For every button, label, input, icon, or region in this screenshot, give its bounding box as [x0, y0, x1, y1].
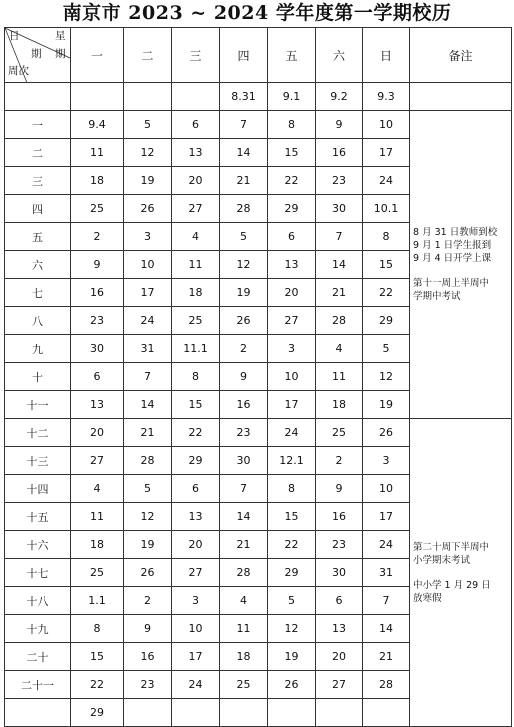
- date-cell: 9.1: [268, 83, 316, 111]
- day-header-sat: 六: [316, 28, 363, 83]
- date-cell: 21: [363, 643, 410, 671]
- date-cell: 30: [220, 447, 268, 475]
- date-cell: 9.2: [316, 83, 363, 111]
- date-cell: 13: [172, 139, 220, 167]
- date-cell: 8: [71, 615, 124, 643]
- date-cell: 27: [172, 195, 220, 223]
- date-cell: 19: [220, 279, 268, 307]
- date-cell: 2: [124, 587, 172, 615]
- date-cell: 26: [124, 195, 172, 223]
- date-cell: 24: [124, 307, 172, 335]
- week-row: [5, 111, 512, 139]
- date-cell: 11.1: [172, 335, 220, 363]
- date-cell: 10: [268, 363, 316, 391]
- date-cell: 24: [268, 419, 316, 447]
- date-cell: 15: [363, 251, 410, 279]
- date-cell: 15: [268, 503, 316, 531]
- week-number-cell: [5, 83, 71, 111]
- notes-cell-1: [410, 111, 512, 419]
- date-cell: 18: [71, 531, 124, 559]
- corner-header-cell: [5, 28, 71, 83]
- date-cell: 28: [124, 447, 172, 475]
- date-cell: 6: [172, 475, 220, 503]
- date-cell: 20: [172, 167, 220, 195]
- date-cell: 17: [172, 643, 220, 671]
- date-cell: 26: [124, 559, 172, 587]
- note-line: 第十一周上半周中: [413, 278, 490, 289]
- date-cell: 19: [124, 167, 172, 195]
- school-calendar-table: [4, 27, 512, 727]
- day-header-tue: 二: [124, 28, 172, 83]
- date-cell: 5: [363, 335, 410, 363]
- date-cell: 4: [71, 475, 124, 503]
- date-cell: 10: [172, 615, 220, 643]
- date-cell: 17: [363, 139, 410, 167]
- date-cell: 25: [172, 307, 220, 335]
- date-cell: 22: [172, 419, 220, 447]
- date-cell: 5: [124, 111, 172, 139]
- date-cell: 27: [172, 559, 220, 587]
- week-number-cell: 十: [5, 363, 71, 391]
- date-cell: 11: [172, 251, 220, 279]
- date-cell: 14: [220, 139, 268, 167]
- note-line: 第二十周下半周中: [413, 541, 490, 553]
- week-number-cell: 二十一: [5, 671, 71, 699]
- date-cell: 8: [172, 363, 220, 391]
- date-cell: 28: [316, 307, 363, 335]
- date-cell: 9: [220, 363, 268, 391]
- week-row: [5, 83, 512, 111]
- date-cell: 2: [71, 223, 124, 251]
- notes-cell-2: [410, 419, 512, 727]
- notes-header: 备注: [410, 28, 512, 83]
- date-cell: 24: [363, 167, 410, 195]
- date-cell: 9: [124, 615, 172, 643]
- date-cell: 15: [71, 643, 124, 671]
- date-cell: 11: [71, 503, 124, 531]
- date-cell: 5: [268, 587, 316, 615]
- notes-empty-cell: [410, 83, 512, 111]
- week-number-cell: 一: [5, 111, 71, 139]
- week-number-cell: 十八: [5, 587, 71, 615]
- date-cell: 10.1: [363, 195, 410, 223]
- date-cell: 7: [220, 111, 268, 139]
- week-number-cell: 四: [5, 195, 71, 223]
- date-cell: 17: [268, 391, 316, 419]
- week-number-cell: 十二: [5, 419, 71, 447]
- date-cell: 28: [220, 195, 268, 223]
- date-cell: 7: [220, 475, 268, 503]
- corner-label-ri: 日: [9, 30, 20, 42]
- date-cell: 22: [363, 279, 410, 307]
- date-cell: 26: [268, 671, 316, 699]
- date-cell: 26: [363, 419, 410, 447]
- note-line: 小学期末考试: [413, 554, 471, 566]
- date-cell: 11: [220, 615, 268, 643]
- week-number-cell: 七: [5, 279, 71, 307]
- date-cell: 4: [220, 587, 268, 615]
- week-number-cell: 十七: [5, 559, 71, 587]
- date-cell: 3: [268, 335, 316, 363]
- date-cell: 27: [71, 447, 124, 475]
- date-cell: [363, 699, 410, 727]
- date-cell: 8: [268, 111, 316, 139]
- date-cell: 28: [363, 671, 410, 699]
- date-cell: 11: [71, 139, 124, 167]
- date-cell: 3: [124, 223, 172, 251]
- date-cell: 16: [220, 391, 268, 419]
- corner-label-qi-1: 期: [31, 48, 42, 60]
- date-cell: 20: [316, 643, 363, 671]
- week-number-cell: 六: [5, 251, 71, 279]
- day-header-mon: 一: [71, 28, 124, 83]
- header-row: [5, 28, 512, 83]
- date-cell: 6: [268, 223, 316, 251]
- date-cell: 8.31: [220, 83, 268, 111]
- date-cell: 23: [316, 531, 363, 559]
- date-cell: 14: [316, 251, 363, 279]
- date-cell: 7: [363, 587, 410, 615]
- week-number-cell: 十三: [5, 447, 71, 475]
- date-cell: 18: [316, 391, 363, 419]
- week-number-cell: [5, 699, 71, 727]
- date-cell: 6: [172, 111, 220, 139]
- date-cell: 16: [124, 643, 172, 671]
- date-cell: 14: [220, 503, 268, 531]
- date-cell: 12: [124, 503, 172, 531]
- date-cell: 9: [316, 111, 363, 139]
- date-cell: 5: [220, 223, 268, 251]
- day-header-wed: 三: [172, 28, 220, 83]
- date-cell: 21: [220, 531, 268, 559]
- date-cell: 18: [71, 167, 124, 195]
- date-cell: 19: [268, 643, 316, 671]
- date-cell: 2: [220, 335, 268, 363]
- date-cell: 18: [220, 643, 268, 671]
- date-cell: 10: [363, 111, 410, 139]
- date-cell: 6: [316, 587, 363, 615]
- date-cell: 20: [172, 531, 220, 559]
- date-cell: 10: [363, 475, 410, 503]
- day-header-thu: 四: [220, 28, 268, 83]
- date-cell: 28: [220, 559, 268, 587]
- date-cell: 23: [220, 419, 268, 447]
- date-cell: 16: [316, 503, 363, 531]
- note-line: 放寒假: [413, 592, 442, 604]
- date-cell: 25: [316, 419, 363, 447]
- date-cell: 9.3: [363, 83, 410, 111]
- date-cell: 16: [316, 139, 363, 167]
- date-cell: 9.4: [71, 111, 124, 139]
- date-cell: 22: [268, 531, 316, 559]
- date-cell: 6: [71, 363, 124, 391]
- date-cell: 24: [172, 671, 220, 699]
- date-cell: 10: [124, 251, 172, 279]
- date-cell: 29: [268, 195, 316, 223]
- date-cell: 23: [71, 307, 124, 335]
- date-cell: 5: [124, 475, 172, 503]
- date-cell: 12.1: [268, 447, 316, 475]
- date-cell: 23: [316, 167, 363, 195]
- date-cell: [124, 83, 172, 111]
- note-line: 9 月 1 日学生报到: [413, 240, 492, 251]
- date-cell: 13: [172, 503, 220, 531]
- date-cell: 27: [268, 307, 316, 335]
- week-number-cell: 十九: [5, 615, 71, 643]
- week-number-cell: 十四: [5, 475, 71, 503]
- date-cell: 21: [316, 279, 363, 307]
- date-cell: 13: [268, 251, 316, 279]
- week-number-cell: 五: [5, 223, 71, 251]
- date-cell: 12: [268, 615, 316, 643]
- date-cell: 1.1: [71, 587, 124, 615]
- week-number-cell: 二: [5, 139, 71, 167]
- date-cell: 30: [316, 195, 363, 223]
- date-cell: 7: [316, 223, 363, 251]
- week-row: [5, 419, 512, 447]
- date-cell: 18: [172, 279, 220, 307]
- date-cell: 27: [316, 671, 363, 699]
- date-cell: [268, 699, 316, 727]
- date-cell: 16: [71, 279, 124, 307]
- date-cell: 29: [363, 307, 410, 335]
- week-number-cell: 九: [5, 335, 71, 363]
- date-cell: [220, 699, 268, 727]
- date-cell: [124, 699, 172, 727]
- date-cell: 14: [363, 615, 410, 643]
- date-cell: 9: [316, 475, 363, 503]
- date-cell: 15: [172, 391, 220, 419]
- date-cell: 4: [316, 335, 363, 363]
- date-cell: 8: [363, 223, 410, 251]
- date-cell: 20: [268, 279, 316, 307]
- date-cell: 12: [124, 139, 172, 167]
- date-cell: 3: [363, 447, 410, 475]
- week-number-cell: 十六: [5, 531, 71, 559]
- date-cell: 8: [268, 475, 316, 503]
- date-cell: 22: [71, 671, 124, 699]
- date-cell: 15: [268, 139, 316, 167]
- date-cell: 31: [363, 559, 410, 587]
- date-cell: 11: [316, 363, 363, 391]
- week-number-cell: 二十: [5, 643, 71, 671]
- note-line: 8 月 31 日教师到校: [413, 227, 498, 238]
- date-cell: 22: [268, 167, 316, 195]
- date-cell: 30: [71, 335, 124, 363]
- week-number-cell: 十五: [5, 503, 71, 531]
- day-header-sun: 日: [363, 28, 410, 83]
- date-cell: 20: [71, 419, 124, 447]
- date-cell: 25: [220, 671, 268, 699]
- note-line: 9 月 4 日开学上课: [413, 253, 492, 264]
- date-cell: [316, 699, 363, 727]
- date-cell: 23: [124, 671, 172, 699]
- date-cell: 7: [124, 363, 172, 391]
- week-number-cell: 十一: [5, 391, 71, 419]
- date-cell: 30: [316, 559, 363, 587]
- week-number-cell: 八: [5, 307, 71, 335]
- date-cell: 29: [172, 447, 220, 475]
- date-cell: 3: [172, 587, 220, 615]
- date-cell: 29: [71, 699, 124, 727]
- note-line: 中小学 1 月 29 日: [413, 579, 491, 591]
- date-cell: 12: [220, 251, 268, 279]
- date-cell: [71, 83, 124, 111]
- date-cell: 9: [71, 251, 124, 279]
- week-number-cell: 三: [5, 167, 71, 195]
- date-cell: 24: [363, 531, 410, 559]
- date-cell: 4: [172, 223, 220, 251]
- corner-label-week: 周次: [8, 65, 29, 77]
- date-cell: 25: [71, 559, 124, 587]
- date-cell: 13: [316, 615, 363, 643]
- date-cell: 21: [220, 167, 268, 195]
- date-cell: [172, 83, 220, 111]
- date-cell: 29: [268, 559, 316, 587]
- date-cell: 19: [363, 391, 410, 419]
- date-cell: 17: [124, 279, 172, 307]
- date-cell: 2: [316, 447, 363, 475]
- date-cell: 26: [220, 307, 268, 335]
- date-cell: 12: [363, 363, 410, 391]
- date-cell: 14: [124, 391, 172, 419]
- corner-label-qi-2: 期: [55, 48, 66, 60]
- date-cell: 31: [124, 335, 172, 363]
- date-cell: 25: [71, 195, 124, 223]
- date-cell: 13: [71, 391, 124, 419]
- date-cell: 17: [363, 503, 410, 531]
- note-line: 学期中考试: [413, 291, 461, 302]
- day-header-fri: 五: [268, 28, 316, 83]
- date-cell: [172, 699, 220, 727]
- corner-label-xing: 星: [55, 30, 66, 42]
- calendar-body: [5, 83, 512, 727]
- date-cell: 19: [124, 531, 172, 559]
- calendar-title: 南京市 2023 ~ 2024 学年度第一学期校历: [62, 2, 452, 24]
- date-cell: 21: [124, 419, 172, 447]
